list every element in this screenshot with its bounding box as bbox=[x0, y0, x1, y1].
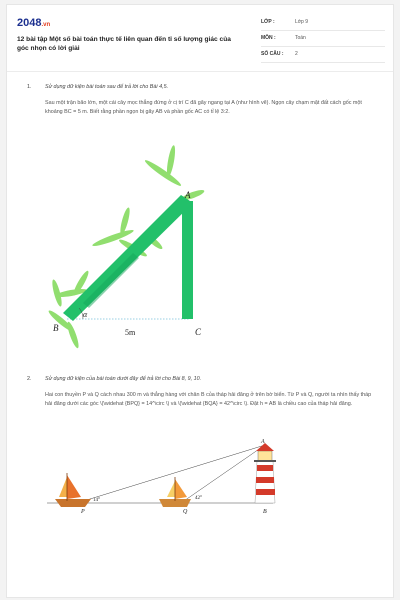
document-header bbox=[17, 15, 385, 67]
meta-row-class bbox=[261, 15, 385, 31]
tree-figure bbox=[43, 143, 223, 353]
question-number: 1. bbox=[27, 84, 32, 90]
question-heading: Sử dụng dữ kiện bài toán sau để trả lời cho Bài 4,5. bbox=[45, 84, 169, 90]
label-b: B bbox=[53, 323, 59, 333]
boat-q bbox=[159, 477, 191, 507]
label-b: B bbox=[263, 509, 267, 515]
document-page bbox=[6, 4, 394, 598]
lighthouse bbox=[254, 443, 276, 503]
meta-row-subject bbox=[261, 31, 385, 47]
angle-q: 42° bbox=[195, 496, 202, 501]
question-number: 2. bbox=[27, 376, 32, 382]
label-a: A bbox=[185, 190, 191, 200]
logo-suffix: .vn bbox=[41, 22, 51, 28]
angle-p: 14° bbox=[93, 498, 100, 503]
meta-value: Lớp 9 bbox=[295, 19, 309, 25]
page-title: 12 bài tập Một số bài toán thực tế liên quan đến tỉ số lượng giác của góc nhọn có lời giải bbox=[17, 36, 231, 52]
label-c: C bbox=[195, 327, 202, 337]
trunk-shade bbox=[83, 253, 139, 308]
logo-text: 2048 bbox=[17, 17, 42, 29]
meta-row-count bbox=[261, 47, 385, 63]
question-heading: Sử dụng dữ kiện của bài toán dưới đây để trả lời cho Bài 8, 9, 10. bbox=[45, 376, 202, 382]
label-q: Q bbox=[183, 509, 188, 515]
header-divider bbox=[7, 71, 393, 72]
boat-p bbox=[55, 473, 91, 507]
lighthouse-figure bbox=[41, 437, 281, 521]
question-body: Sau một trận bão lớn, một cái cây mọc thẳng đứng ở cị trí C đã gãy ngang tại A (như hình vẽ). Ngọn cây chạm mặt đất cách gốc một khoảng BC = 5 m. Biết rằng phần ngọn bị gãy AB và phần gốc AC có tỉ lệ 3:2. bbox=[45, 100, 362, 115]
meta-table bbox=[261, 15, 385, 63]
label-p: P bbox=[81, 509, 85, 515]
sight-line-q bbox=[181, 445, 265, 503]
label-distance: 5m bbox=[125, 328, 136, 337]
meta-key: LỚP : bbox=[261, 19, 275, 25]
meta-key: SỐ CÂU : bbox=[261, 51, 284, 57]
question-body: Hai con thuyền P và Q cách nhau 300 m và thẳng hàng với chân B của tháp hải đăng ở trên bờ biển. Từ P và Q, người ta nhìn thấy tháp hải đăng dưới các góc \(\widehat {BPQ} = 14^\circ \) và \(\widehat {BQA} = 42^\circ \). Đặt h = AB là chiều cao của tháp hải đăng. bbox=[45, 392, 372, 407]
label-alpha: α bbox=[83, 310, 88, 319]
trunk-ac bbox=[182, 201, 193, 319]
meta-value: Toán bbox=[295, 35, 306, 41]
meta-key: MÔN : bbox=[261, 35, 276, 41]
meta-value: 2 bbox=[295, 51, 298, 57]
label-a: A bbox=[261, 439, 265, 445]
site-logo[interactable] bbox=[17, 17, 50, 29]
